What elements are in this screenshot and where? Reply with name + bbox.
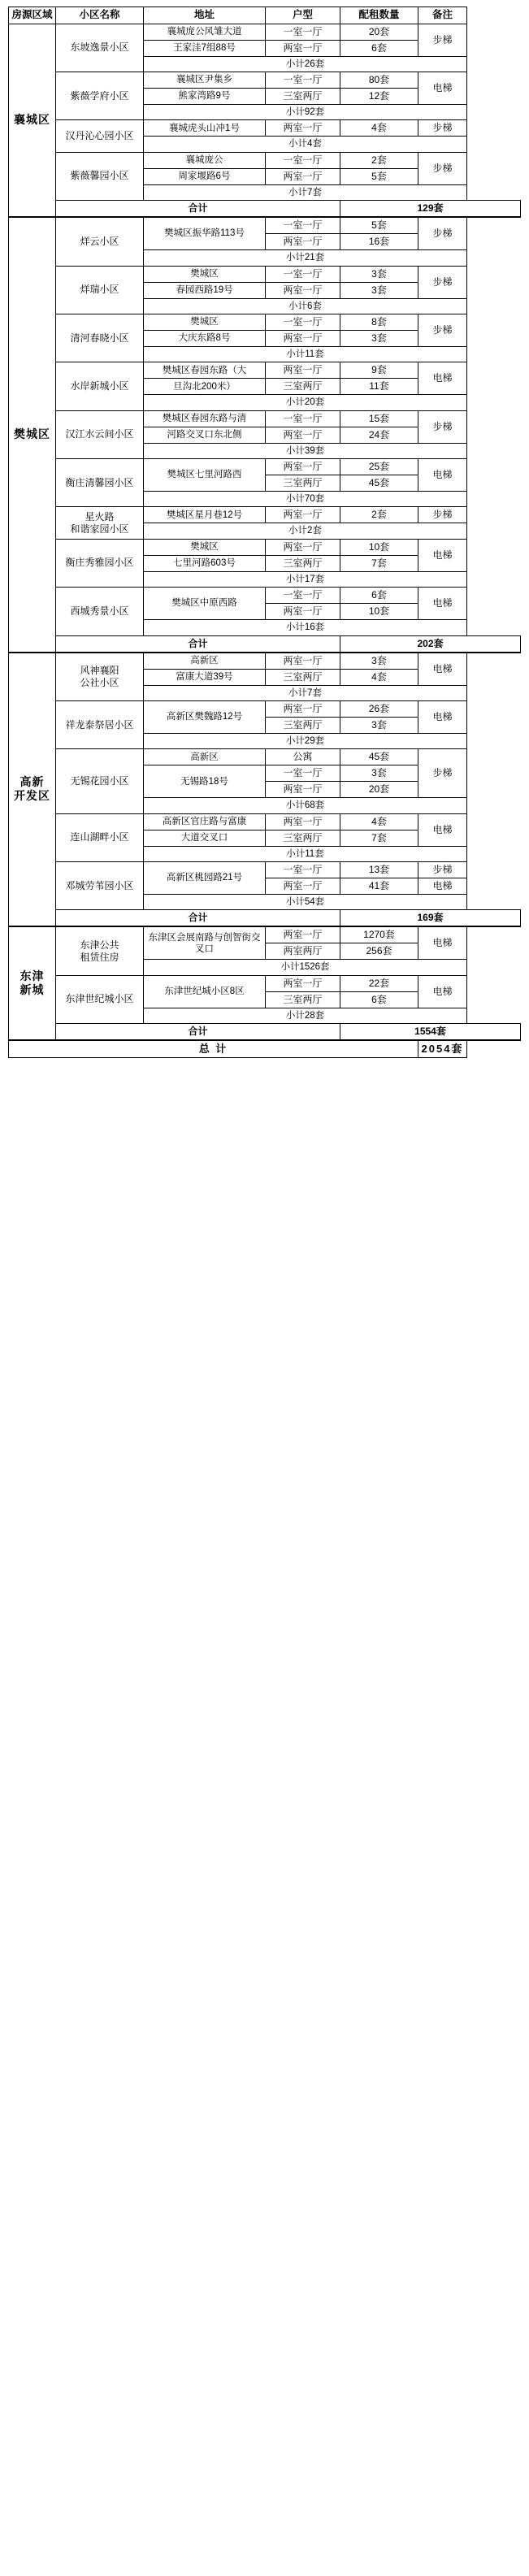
remark: 电梯 xyxy=(418,878,467,895)
community-subtotal: 小计4套 xyxy=(144,137,467,152)
region-total-label: 合计 xyxy=(56,201,340,218)
community-address: 樊城区 xyxy=(144,266,266,282)
community-address: 樊城区 xyxy=(144,314,266,330)
region-total-value: 202套 xyxy=(340,635,521,653)
region-total-value: 1554套 xyxy=(340,1024,521,1041)
community-address: 襄城庞公风雏大道 xyxy=(144,24,266,40)
header-cell-quantity: 配租数量 xyxy=(340,7,418,24)
community-name: 连山湖畔小区 xyxy=(56,813,144,861)
unit-type: 两室一厅 xyxy=(266,653,340,670)
table-header xyxy=(9,7,521,24)
community-address: 樊城区春园东路与清 xyxy=(144,410,266,427)
region-name: 东津 新城 xyxy=(9,926,56,1040)
unit-quantity: 26套 xyxy=(340,700,418,717)
grand-total-row xyxy=(9,1040,521,1058)
unit-type: 两室一厅 xyxy=(266,330,340,346)
community-address: 襄城庞公 xyxy=(144,152,266,168)
region-total-row xyxy=(9,635,521,653)
community-subtotal: 小计7套 xyxy=(144,184,467,200)
community-subtotal: 小计28套 xyxy=(144,1008,467,1023)
community-subtotal: 小计21套 xyxy=(144,250,467,266)
region-total-row xyxy=(9,201,521,218)
region-total-row xyxy=(9,1024,521,1041)
housing-allocation-table xyxy=(8,7,521,1058)
region-name: 高新 开发区 xyxy=(9,653,56,927)
community-name: 西城秀景小区 xyxy=(56,588,144,635)
unit-type: 两室两厅 xyxy=(266,943,340,960)
region-total-label: 合计 xyxy=(56,1024,340,1041)
table-row xyxy=(9,653,521,670)
remark: 步梯 xyxy=(418,266,467,298)
unit-type: 三室两厅 xyxy=(266,669,340,685)
table-row xyxy=(9,152,521,168)
table-row xyxy=(9,459,521,475)
table-row xyxy=(9,314,521,330)
community-address: 高新区 xyxy=(144,749,266,765)
community-name: 水岸新城小区 xyxy=(56,362,144,410)
community-subtotal: 小计11套 xyxy=(144,846,467,861)
unit-type: 一室一厅 xyxy=(266,410,340,427)
community-subtotal: 小计92套 xyxy=(144,105,467,120)
unit-quantity: 15套 xyxy=(340,410,418,427)
table-row xyxy=(9,813,521,830)
unit-quantity: 8套 xyxy=(340,314,418,330)
community-subtotal: 小计16套 xyxy=(144,620,467,635)
community-name: 祥龙泰祭居小区 xyxy=(56,700,144,748)
unit-quantity: 45套 xyxy=(340,749,418,765)
table-row xyxy=(9,539,521,555)
unit-quantity: 3套 xyxy=(340,717,418,733)
community-subtotal: 小计2套 xyxy=(144,523,467,539)
community-subtotal: 小计29套 xyxy=(144,733,467,748)
header-cell-remark: 备注 xyxy=(418,7,467,24)
table-body xyxy=(9,24,521,1058)
remark: 电梯 xyxy=(418,700,467,733)
community-subtotal: 小计68套 xyxy=(144,798,467,813)
remark: 步梯 xyxy=(418,152,467,184)
unit-type: 三室两厅 xyxy=(266,475,340,492)
unit-quantity: 6套 xyxy=(340,40,418,56)
unit-quantity: 11套 xyxy=(340,379,418,395)
region-name: 襄城区 xyxy=(9,24,56,217)
unit-type: 两室一厅 xyxy=(266,878,340,895)
unit-type: 三室两厅 xyxy=(266,991,340,1008)
unit-quantity: 2套 xyxy=(340,152,418,168)
unit-quantity: 3套 xyxy=(340,330,418,346)
unit-quantity: 7套 xyxy=(340,830,418,846)
community-name: 邓城劳苇园小区 xyxy=(56,862,144,910)
table-row xyxy=(9,507,521,523)
unit-quantity: 4套 xyxy=(340,120,418,137)
unit-type: 一室一厅 xyxy=(266,765,340,782)
unit-quantity: 6套 xyxy=(340,991,418,1008)
community-address: 东津世纪城小区8区 xyxy=(144,975,266,1008)
community-name: 星火路 和谐家园小区 xyxy=(56,507,144,539)
header-cell-community: 小区名称 xyxy=(56,7,144,24)
unit-quantity: 12套 xyxy=(340,89,418,105)
remark: 电梯 xyxy=(418,588,467,620)
unit-type: 一室一厅 xyxy=(266,862,340,878)
housing-allocation-table-sheet xyxy=(0,7,529,1058)
region-name: 樊城区 xyxy=(9,217,56,652)
remark: 电梯 xyxy=(418,539,467,571)
community-subtotal: 小计39套 xyxy=(144,443,467,458)
community-name: 紫薇馨园小区 xyxy=(56,152,144,200)
region-total-value: 169套 xyxy=(340,910,521,927)
community-address: 春园西路19号 xyxy=(144,282,266,298)
community-address: 樊城区七里河路西 xyxy=(144,459,266,492)
community-address: 高新区桃园路21号 xyxy=(144,862,266,895)
unit-quantity: 41套 xyxy=(340,878,418,895)
unit-type: 两室一厅 xyxy=(266,427,340,443)
unit-quantity: 16套 xyxy=(340,234,418,250)
remark: 电梯 xyxy=(418,813,467,846)
unit-quantity: 4套 xyxy=(340,669,418,685)
community-name: 烊云小区 xyxy=(56,217,144,266)
community-name: 汉丹沁心园小区 xyxy=(56,120,144,152)
unit-type: 三室两厅 xyxy=(266,717,340,733)
unit-type: 两室一厅 xyxy=(266,539,340,555)
unit-type: 一室一厅 xyxy=(266,217,340,234)
community-address: 熊家湾路9号 xyxy=(144,89,266,105)
community-name: 东津公共 租赁住房 xyxy=(56,926,144,975)
remark: 步梯 xyxy=(418,862,467,878)
community-address: 襄城虎头山冲1号 xyxy=(144,120,266,137)
table-row xyxy=(9,24,521,40)
table-row xyxy=(9,217,521,234)
table-row xyxy=(9,362,521,379)
community-address: 樊城区 xyxy=(144,539,266,555)
unit-type: 一室一厅 xyxy=(266,24,340,40)
remark: 步梯 xyxy=(418,120,467,137)
community-address: 富康大道39号 xyxy=(144,669,266,685)
unit-type: 两室一厅 xyxy=(266,604,340,620)
region-total-value: 129套 xyxy=(340,201,521,218)
unit-type: 两室一厅 xyxy=(266,507,340,523)
remark: 步梯 xyxy=(418,507,467,523)
unit-quantity: 4套 xyxy=(340,813,418,830)
unit-type: 两室一厅 xyxy=(266,234,340,250)
unit-type: 两室一厅 xyxy=(266,120,340,137)
community-subtotal: 小计26套 xyxy=(144,56,467,72)
unit-quantity: 3套 xyxy=(340,765,418,782)
unit-quantity: 3套 xyxy=(340,282,418,298)
community-name: 风神襄阳 公社小区 xyxy=(56,653,144,701)
remark: 步梯 xyxy=(418,314,467,346)
community-subtotal: 小计70套 xyxy=(144,492,467,507)
community-address: 七里河路603号 xyxy=(144,555,266,571)
unit-quantity: 45套 xyxy=(340,475,418,492)
community-name: 汉江水云间小区 xyxy=(56,410,144,458)
unit-quantity: 1270套 xyxy=(340,926,418,943)
unit-type: 一室一厅 xyxy=(266,314,340,330)
community-address: 樊城区春园东路（大 xyxy=(144,362,266,379)
community-address: 大道交叉口 xyxy=(144,830,266,846)
unit-type: 一室一厅 xyxy=(266,72,340,89)
community-address: 襄城区尹集乡 xyxy=(144,72,266,89)
table-row xyxy=(9,588,521,604)
community-address: 樊城区中原西路 xyxy=(144,588,266,620)
unit-quantity: 2套 xyxy=(340,507,418,523)
community-subtotal: 小计17套 xyxy=(144,571,467,587)
unit-quantity: 5套 xyxy=(340,168,418,184)
community-subtotal: 小计7套 xyxy=(144,685,467,700)
unit-quantity: 80套 xyxy=(340,72,418,89)
unit-quantity: 20套 xyxy=(340,24,418,40)
community-name: 衡庄秀雅园小区 xyxy=(56,539,144,587)
region-total-label: 合计 xyxy=(56,910,340,927)
table-row xyxy=(9,120,521,137)
unit-type: 三室两厅 xyxy=(266,379,340,395)
unit-quantity: 10套 xyxy=(340,539,418,555)
region-total-row xyxy=(9,910,521,927)
remark: 电梯 xyxy=(418,975,467,1008)
table-row xyxy=(9,72,521,89)
remark: 电梯 xyxy=(418,459,467,492)
unit-type: 两室一厅 xyxy=(266,168,340,184)
community-address: 樊城区振华路113号 xyxy=(144,217,266,250)
community-name: 衡庄清馨园小区 xyxy=(56,459,144,507)
unit-quantity: 7套 xyxy=(340,555,418,571)
remark: 电梯 xyxy=(418,72,467,105)
table-row xyxy=(9,975,521,991)
community-subtotal: 小计1526套 xyxy=(144,960,467,975)
unit-type: 一室一厅 xyxy=(266,152,340,168)
unit-quantity: 5套 xyxy=(340,217,418,234)
community-address: 高新区 xyxy=(144,653,266,670)
community-address: 东津区会展南路与创智街交叉口 xyxy=(144,926,266,960)
grand-total-value: 2054套 xyxy=(418,1040,467,1058)
community-name: 东津世纪城小区 xyxy=(56,975,144,1023)
community-address: 樊城区星月巷12号 xyxy=(144,507,266,523)
community-address: 王家洼7组88号 xyxy=(144,40,266,56)
unit-type: 两室一厅 xyxy=(266,813,340,830)
unit-type: 两室一厅 xyxy=(266,700,340,717)
unit-quantity: 25套 xyxy=(340,459,418,475)
community-address: 大庆东路8号 xyxy=(144,330,266,346)
remark: 步梯 xyxy=(418,410,467,443)
header-cell-unit-type: 户型 xyxy=(266,7,340,24)
header-row xyxy=(9,7,521,24)
unit-quantity: 256套 xyxy=(340,943,418,960)
remark: 步梯 xyxy=(418,217,467,250)
unit-quantity: 3套 xyxy=(340,266,418,282)
unit-type: 两室一厅 xyxy=(266,782,340,798)
unit-type: 一室一厅 xyxy=(266,588,340,604)
community-subtotal: 小计6套 xyxy=(144,298,467,314)
unit-type: 两室一厅 xyxy=(266,362,340,379)
unit-quantity: 9套 xyxy=(340,362,418,379)
unit-type: 两室一厅 xyxy=(266,40,340,56)
table-row xyxy=(9,266,521,282)
unit-quantity: 20套 xyxy=(340,782,418,798)
header-cell-address: 地址 xyxy=(144,7,266,24)
table-row xyxy=(9,410,521,427)
unit-type: 三室两厅 xyxy=(266,89,340,105)
community-address: 高新区官庄路与富康 xyxy=(144,813,266,830)
unit-quantity: 13套 xyxy=(340,862,418,878)
remark: 电梯 xyxy=(418,362,467,395)
header-cell-region: 房源区域 xyxy=(9,7,56,24)
grand-total-label: 总 计 xyxy=(9,1040,418,1058)
unit-type: 三室两厅 xyxy=(266,555,340,571)
community-subtotal: 小计20套 xyxy=(144,395,467,410)
community-address: 无锡路18号 xyxy=(144,765,266,798)
community-name: 清河春晓小区 xyxy=(56,314,144,362)
community-address: 河路交叉口东北侧 xyxy=(144,427,266,443)
community-address: 周家堰路6号 xyxy=(144,168,266,184)
remark: 步梯 xyxy=(418,749,467,798)
unit-type: 两室一厅 xyxy=(266,459,340,475)
unit-quantity: 6套 xyxy=(340,588,418,604)
table-row xyxy=(9,749,521,765)
unit-quantity: 22套 xyxy=(340,975,418,991)
community-name: 无锡花园小区 xyxy=(56,749,144,813)
unit-quantity: 3套 xyxy=(340,653,418,670)
unit-type: 三室两厅 xyxy=(266,830,340,846)
community-subtotal: 小计54套 xyxy=(144,895,467,910)
community-subtotal: 小计11套 xyxy=(144,346,467,362)
unit-type: 两室一厅 xyxy=(266,975,340,991)
unit-type: 两室一厅 xyxy=(266,282,340,298)
unit-type: 一室一厅 xyxy=(266,266,340,282)
community-name: 东坡逸景小区 xyxy=(56,24,144,72)
community-address: 旦沟北200米） xyxy=(144,379,266,395)
unit-type: 公寓 xyxy=(266,749,340,765)
remark: 电梯 xyxy=(418,653,467,686)
community-name: 紫薇学府小区 xyxy=(56,72,144,120)
community-name: 烊瑞小区 xyxy=(56,266,144,314)
table-row xyxy=(9,700,521,717)
table-row xyxy=(9,862,521,878)
remark: 步梯 xyxy=(418,24,467,56)
unit-quantity: 10套 xyxy=(340,604,418,620)
unit-quantity: 24套 xyxy=(340,427,418,443)
region-total-label: 合计 xyxy=(56,635,340,653)
unit-type: 两室一厅 xyxy=(266,926,340,943)
table-row xyxy=(9,926,521,943)
remark: 电梯 xyxy=(418,926,467,960)
community-address: 高新区樊魏路12号 xyxy=(144,700,266,733)
